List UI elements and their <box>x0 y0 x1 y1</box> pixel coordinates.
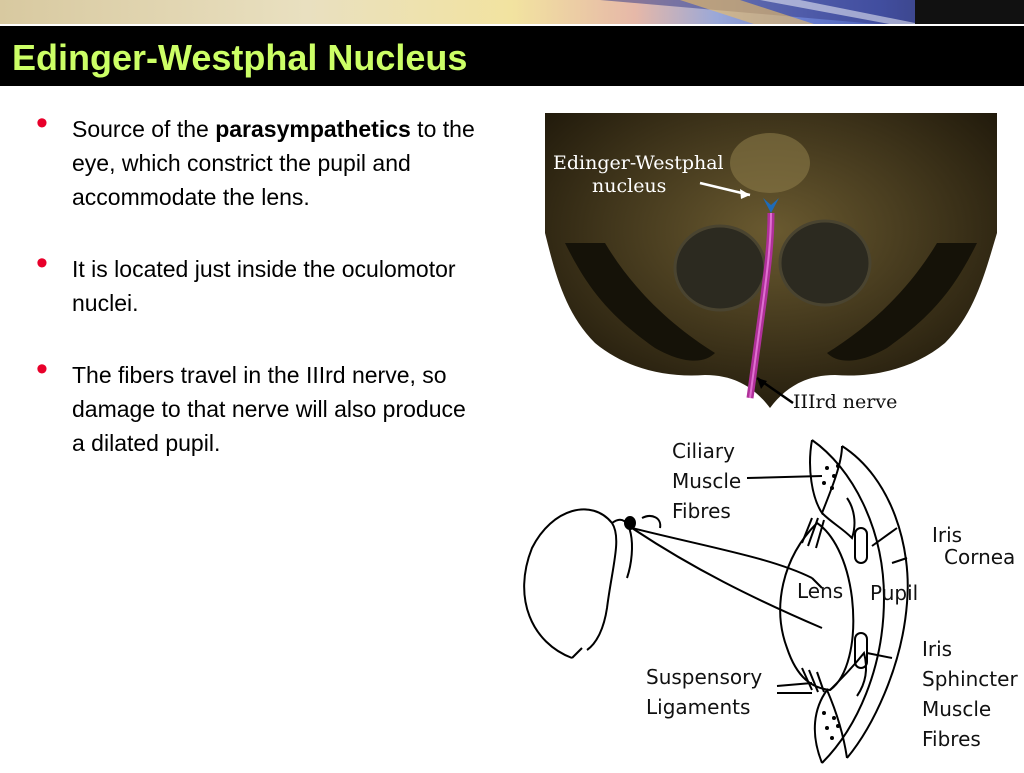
nucleus-label-line2: nucleus <box>592 175 667 197</box>
decorative-banner <box>0 0 1024 26</box>
iris-label: Iris <box>932 523 963 547</box>
ciliary-label-line2: Muscle <box>672 469 742 493</box>
bullet-dot: • <box>36 244 48 282</box>
bold-term: parasympathetics <box>215 116 411 142</box>
brainstem-section-figure <box>545 113 997 415</box>
bullet-dot: • <box>36 350 48 388</box>
sphincter-label-line2: Sphincter <box>922 667 1018 691</box>
sphincter-label: Iris <box>922 637 953 661</box>
ciliary-label: Ciliary <box>672 439 735 463</box>
bullet-dot: • <box>36 104 48 142</box>
bullet-list <box>36 104 476 498</box>
sphincter-label-line4: Fibres <box>922 727 981 751</box>
eye-anatomy-diagram <box>512 428 1024 768</box>
suspensory-label-line2: Ligaments <box>646 695 751 719</box>
cornea-label: Cornea <box>944 545 1016 569</box>
slide-title: Edinger-Westphal Nucleus <box>12 37 468 78</box>
suspensory-label: Suspensory <box>646 665 763 689</box>
nucleus-label: Edinger-Westphal <box>553 152 724 174</box>
bullet-item: • The fibers travel in the IIIrd nerve, so damage to that nerve will also produce a dilated pupil. <box>36 350 466 456</box>
bullet-item: • Source of the parasympathetics to the eye, which constrict the pupil and accommodate the lens. <box>36 104 475 210</box>
lens-label: Lens <box>797 579 844 603</box>
ciliary-label-line3: Fibres <box>672 499 731 523</box>
sphincter-label-line3: Muscle <box>922 697 992 721</box>
pupil-label: Pupil <box>870 581 919 605</box>
nerve-label: IIIrd nerve <box>793 391 898 413</box>
title-bar <box>0 26 1024 86</box>
bullet-item: • It is located just inside the oculomotor nuclei. <box>36 244 456 316</box>
